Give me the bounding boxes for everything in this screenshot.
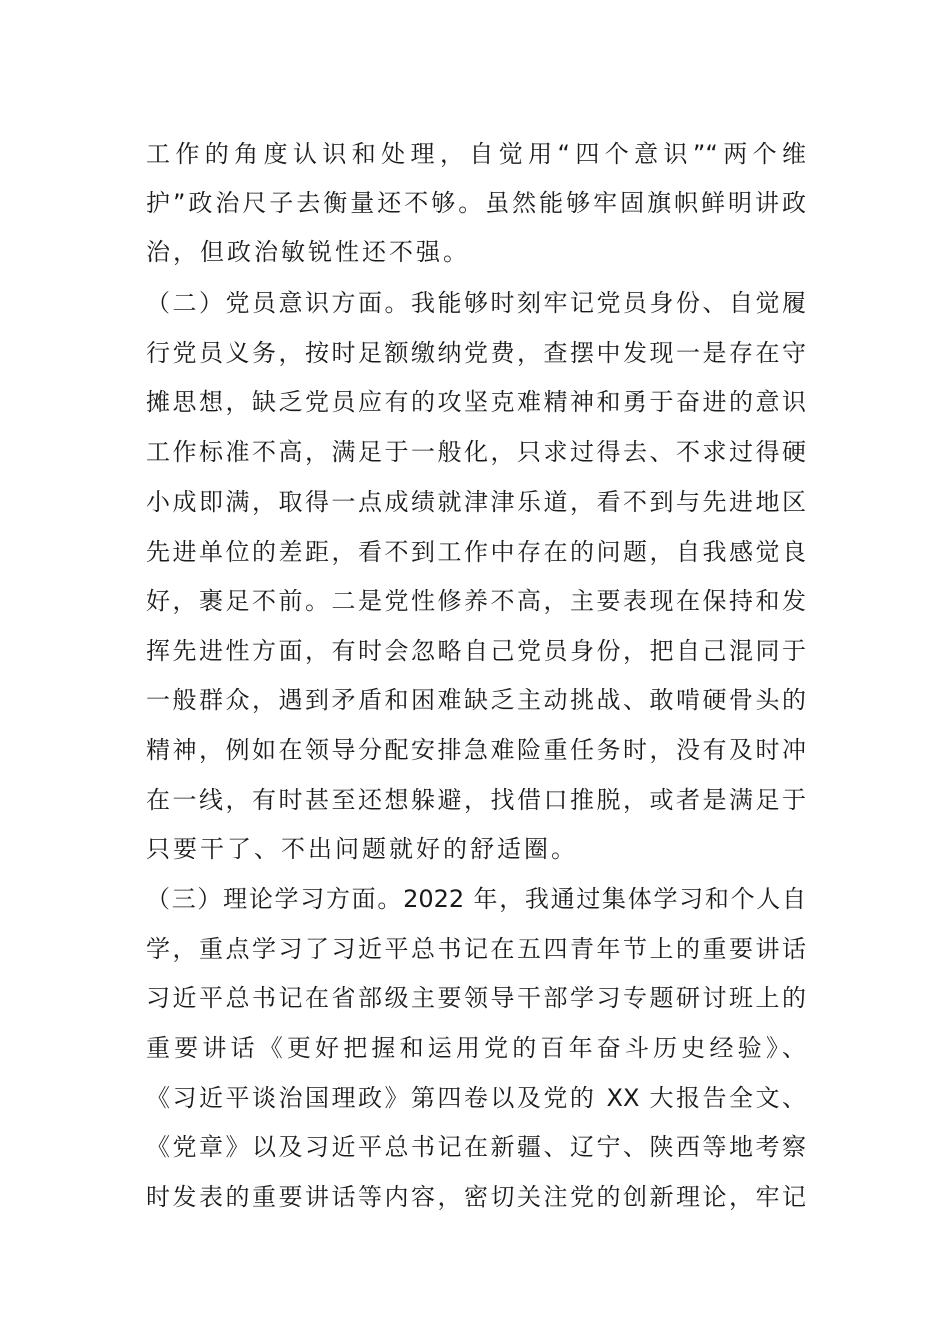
text-line: 学，重点学习了习近平总书记在五四青年节上的重要讲话 <box>146 935 806 963</box>
text-line: 时发表的重要讲话等内容，密切关注党的创新理论，牢记 <box>146 1183 806 1211</box>
text-line: 一般群众，遇到矛盾和困难缺乏主动挑战、敢啃硬骨头的 <box>146 686 806 714</box>
text-line: 《党章》以及习近平总书记在新疆、辽宁、陕西等地考察 <box>146 1133 806 1161</box>
text-line: 工作标准不高，满足于一般化，只求过得去、不求过得硬 <box>146 438 806 466</box>
text-line: 护”政治尺子去衡量还不够。虽然能够牢固旗帜鲜明讲政 <box>146 189 806 217</box>
text-line: 摊思想，缺乏党员应有的攻坚克难精神和勇于奋进的意识 <box>146 388 806 416</box>
text-line: 在一线，有时甚至还想躲避，找借口推脱，或者是满足于 <box>146 786 806 814</box>
text-line: 精神，例如在领导分配安排急难险重任务时，没有及时冲 <box>146 736 806 764</box>
text-line: （三）理论学习方面。2022 年，我通过集体学习和个人自 <box>146 885 806 913</box>
text-line: 《习近平谈治国理政》第四卷以及党的 XX 大报告全文、 <box>146 1084 806 1112</box>
text-line: 好，裹足不前。二是党性修养不高，主要表现在保持和发 <box>146 587 806 615</box>
text-line: 挥先进性方面，有时会忽略自己党员身份，把自己混同于 <box>146 637 806 665</box>
text-line: 习近平总书记在省部级主要领导干部学习专题研讨班上的 <box>146 984 806 1012</box>
text-line: 工作的角度认识和处理，自觉用“四个意识”“两个维 <box>146 140 806 168</box>
text-line: 先进单位的差距，看不到工作中存在的问题，自我感觉良 <box>146 538 806 566</box>
text-line: 重要讲话《更好把握和运用党的百年奋斗历史经验》、 <box>146 1034 806 1062</box>
text-line: 行党员义务，按时足额缴纳党费，查摆中发现一是存在守 <box>146 339 806 367</box>
text-line: 治，但政治敏锐性还不强。 <box>146 238 470 266</box>
text-line: 只要干了、不出问题就好的舒适圈。 <box>146 835 578 863</box>
text-line: （二）党员意识方面。我能够时刻牢记党员身份、自觉履 <box>146 289 806 317</box>
text-line: 小成即满，取得一点成绩就津津乐道，看不到与先进地区 <box>146 488 806 516</box>
